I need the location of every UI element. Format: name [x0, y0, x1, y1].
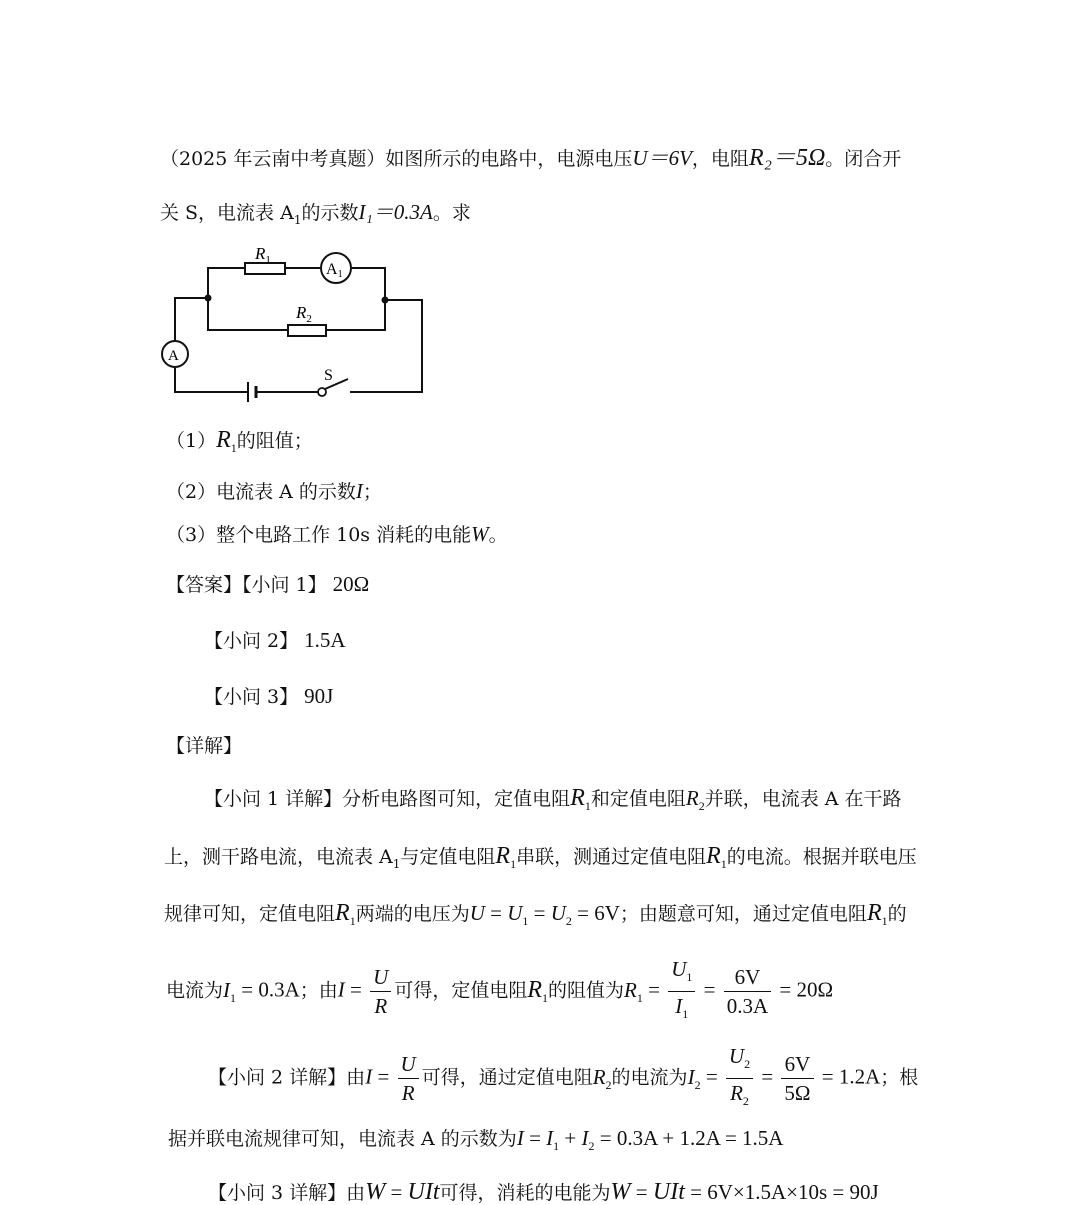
resistor-r2: [288, 325, 326, 336]
answer-line-1: 【答案】【小问 1】 20Ω: [166, 572, 370, 596]
junction-left: [205, 295, 212, 302]
subquestion-1: $(1)R_1$的阻值；: [166, 427, 313, 455]
r2-label: $R_2$: [296, 303, 312, 325]
answer-q3-value: 90J: [304, 684, 334, 708]
answer-line-2: 【小问 2】 1.5A: [204, 628, 346, 652]
r1-label: $R_1$: [255, 244, 271, 266]
detail-p2-line-2: 据并联电流规律可知，电流表 A 的示数为$I = I_1 + I_2 = 0.3A + 1.2A = 1.5A$: [168, 1126, 784, 1153]
detail-p1-line-3: 规律可知，定值电阻$R_1$两端的电压为$U = U_1 = U_2 = 6V$；由题意可知，通过定值电阻$R_1$的: [164, 900, 907, 928]
junction-right: [382, 297, 389, 304]
answer-line-3: 【小问 3】 90J: [204, 684, 334, 708]
detail-p1-line-4: 电流为$I_1 = 0.3A$；由I = $\frac{U}{R}$ 可得，定值电阻$R_1$的阻值为$R_1$ = $\frac{U_1}{I_1}$ = $\frac{6V}{0.3A}$ = 20Ω: [166, 957, 834, 1021]
answer-q2-value: 1.5A: [304, 628, 346, 652]
detail-p3-line-1: 【小问 3 详解】由W = UIt可得，消耗的电能为W = UIt = 6V×1.5A×10s = 90J: [208, 1179, 879, 1205]
switch-label: S: [324, 367, 333, 384]
subquestion-2: （2）电流表 A 的示数I；: [166, 479, 382, 503]
subquestion-3: （3）整个电路工作 10s 消耗的电能W。: [166, 522, 508, 546]
a1-label: A1: [326, 261, 343, 280]
detail-p1-line-2: 上，测干路电流，电流表 $A_1$与定值电阻$R_1$串联，测通过定值电阻$R_1$的电流。根据并联电压: [164, 843, 917, 871]
a-label: A: [168, 348, 179, 364]
circuit-diagram: [150, 236, 440, 411]
detail-p1-line-1: 【小问 1 详解】分析电路图可知，定值电阻$R_1$和定值电阻$R_2$并联，电流表 A 在干路: [204, 785, 902, 813]
question-line-2: 关 S，电流表 $A_1$的示数I₁＝0.3A。求: [160, 200, 471, 227]
detail-label: 【详解】: [166, 735, 243, 757]
detail-p2-line-1: 【小问 2 详解】由I = $\frac{U}{R}$ 可得，通过定值电阻$R_2$的电流为$I_2$ = $\frac{U_2}{R_2}$ = $\frac{6V}{5\Omega}$ = 1.2A；根: [208, 1044, 919, 1108]
question-line-1: （2025 年云南中考真题）如图所示的电路中，电源电压U＝6V，电阻R₂＝5Ω。闭合开: [160, 145, 902, 171]
question-source: （2025 年云南中考真题）: [160, 148, 386, 170]
answer-label: 【答案】: [166, 574, 243, 596]
switch-pivot: [318, 388, 326, 396]
answer-q1-value: 20Ω: [332, 572, 370, 596]
